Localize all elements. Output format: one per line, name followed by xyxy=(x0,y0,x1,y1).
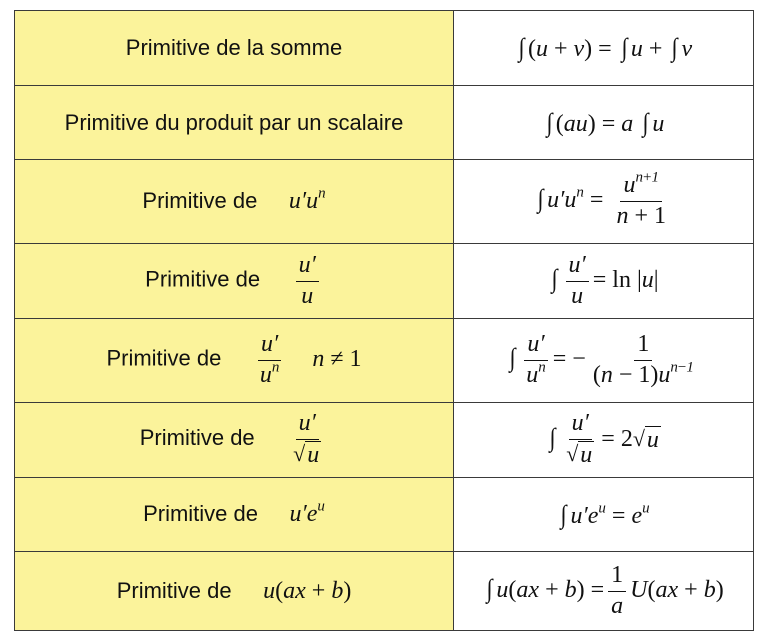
row-label: Primitive de xyxy=(139,425,255,451)
row-label: Primitive du produit par un scalaire xyxy=(64,109,404,135)
row-label-cell: Primitive de u(ax + b) xyxy=(15,552,454,631)
table-row xyxy=(15,160,754,244)
formula-cell: ∫ u(ax + b) = $\frac{1}{a}$ U(ax + b) xyxy=(454,552,754,631)
table-row xyxy=(15,552,754,631)
formula-cell: ∫ $\frac{u'}{u^n}$ = − $\frac{1}{(n - 1)u^{n-1}}$ xyxy=(454,319,754,403)
row-label-cell xyxy=(15,11,454,86)
row-label-cell: Primitive de $u'e^u$ xyxy=(15,478,454,552)
table-row xyxy=(15,86,754,160)
formula-cell: ∫ u′ √ u = 2 √ u xyxy=(454,403,754,478)
formula-cell: ∫ $\frac{u'}{u}$ = ln |u| xyxy=(454,244,754,319)
row-label: Primitive de xyxy=(145,266,261,292)
formula-cell: ∫ (u + v) = ∫ u + ∫ v xyxy=(454,11,754,86)
row-label-cell xyxy=(15,86,454,160)
formula-cell: ∫ (au) = a ∫ u xyxy=(454,86,754,160)
formula-cell: ∫ $u'u^n$ = $\frac{u^{n+1}}{n + 1}$ xyxy=(454,160,754,244)
row-label: Primitive de xyxy=(143,501,258,526)
row-label-cell: Primitive de u′ √ u xyxy=(15,403,454,478)
table-row xyxy=(15,478,754,552)
row-label: Primitive de xyxy=(116,577,232,603)
formula-cell: ∫ $u'e^u = e^u$ xyxy=(454,478,754,552)
primitives-table xyxy=(14,10,754,631)
row-label-cell: Primitive de $\frac{u'}{u^n}$ n ≠ 1 xyxy=(15,319,454,403)
table-row xyxy=(15,403,754,478)
table-row xyxy=(15,244,754,319)
table-row xyxy=(15,319,754,403)
table-row xyxy=(15,11,754,86)
row-label-cell: Primitive de $\frac{u'}{u}$ xyxy=(15,244,454,319)
row-label: Primitive de xyxy=(106,346,222,372)
row-label-cell: Primitive de $u'u^n$ xyxy=(15,160,454,244)
row-label: Primitive de xyxy=(142,188,258,213)
row-label: Primitive de la somme xyxy=(125,35,343,60)
